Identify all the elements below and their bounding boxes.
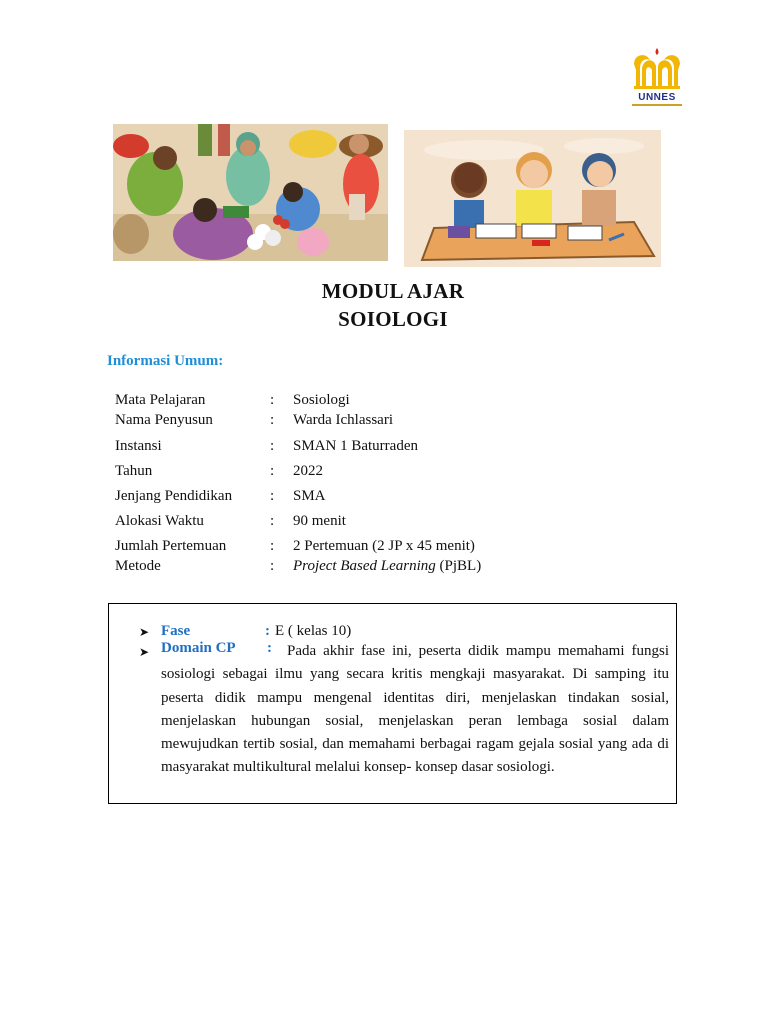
info-row xyxy=(115,392,635,412)
arrow-bullet-icon: ➤ xyxy=(139,645,150,659)
domain-colon: : xyxy=(267,640,272,656)
info-row xyxy=(115,438,635,458)
fase-label: Fase xyxy=(161,623,191,639)
info-colon: : xyxy=(270,513,275,529)
logo-underline xyxy=(632,104,682,106)
info-value: Sosiologi xyxy=(293,392,350,408)
fase-colon: : xyxy=(265,623,270,639)
info-value: 90 menit xyxy=(293,513,346,529)
market-scene-illustration xyxy=(113,124,388,261)
info-value: 2 Pertemuan (2 JP x 45 menit) xyxy=(293,538,475,554)
info-colon: : xyxy=(270,412,275,428)
page-title: MODUL AJAR xyxy=(321,279,465,303)
info-value xyxy=(293,558,481,575)
students-discussion-illustration xyxy=(404,130,661,267)
info-colon: : xyxy=(270,488,275,504)
domain-cp-text: Pada akhir fase ini, peserta didik mampu memahami fungsi sosiologi sebagai ilmu yang secara kritis mengkaji masyarakat. Di samping itu peserta didik mampu mengenal identitas diri, menjelaskan tindakan sosial, menjelaskan hubungan sosial, menjelaskan peran lembaga sosial dalam mewujudkan tertib sosial, dan memahami berbagai ragam gejala sosial yang ada di masyarakat multikultural melalui konsep- konsep dasar sosiologi. xyxy=(161,643,669,776)
info-label: Tahun xyxy=(115,463,153,479)
info-colon: : xyxy=(270,558,275,574)
info-colon: : xyxy=(270,438,275,454)
info-label: Alokasi Waktu xyxy=(115,513,204,529)
info-value-rest: (PjBL) xyxy=(435,558,482,574)
info-row xyxy=(115,513,635,533)
info-row xyxy=(115,558,635,578)
logo-text: UNNES xyxy=(638,92,676,103)
info-row xyxy=(115,412,635,432)
info-colon: : xyxy=(270,463,275,479)
info-value: Warda Ichlassari xyxy=(293,412,393,428)
info-row xyxy=(115,538,635,558)
info-colon: : xyxy=(270,538,275,554)
info-value: 2022 xyxy=(293,463,323,479)
info-value: SMAN 1 Baturraden xyxy=(293,438,418,454)
info-label: Instansi xyxy=(115,438,162,454)
info-value: SMA xyxy=(293,488,326,504)
section-heading-informasi-umum: Informasi Umum: xyxy=(107,353,224,369)
unnes-logo xyxy=(628,46,686,108)
fase-value: E ( kelas 10) xyxy=(275,623,352,639)
info-value-italic: Project Based Learning xyxy=(293,558,436,574)
arrow-bullet-icon: ➤ xyxy=(139,625,150,639)
info-label: Jumlah Pertemuan xyxy=(115,538,227,554)
info-label: Mata Pelajaran xyxy=(115,392,206,408)
unnes-emblem-icon xyxy=(628,46,686,92)
info-colon: : xyxy=(270,392,275,408)
info-label: Jenjang Pendidikan xyxy=(115,488,233,504)
info-label: Nama Penyusun xyxy=(115,412,213,428)
info-row xyxy=(115,488,635,508)
info-row xyxy=(115,463,635,483)
fase-domain-box xyxy=(108,603,677,804)
page-subtitle: SOIOLOGI xyxy=(338,307,448,331)
info-label: Metode xyxy=(115,558,161,574)
domain-label: Domain CP xyxy=(161,640,236,656)
